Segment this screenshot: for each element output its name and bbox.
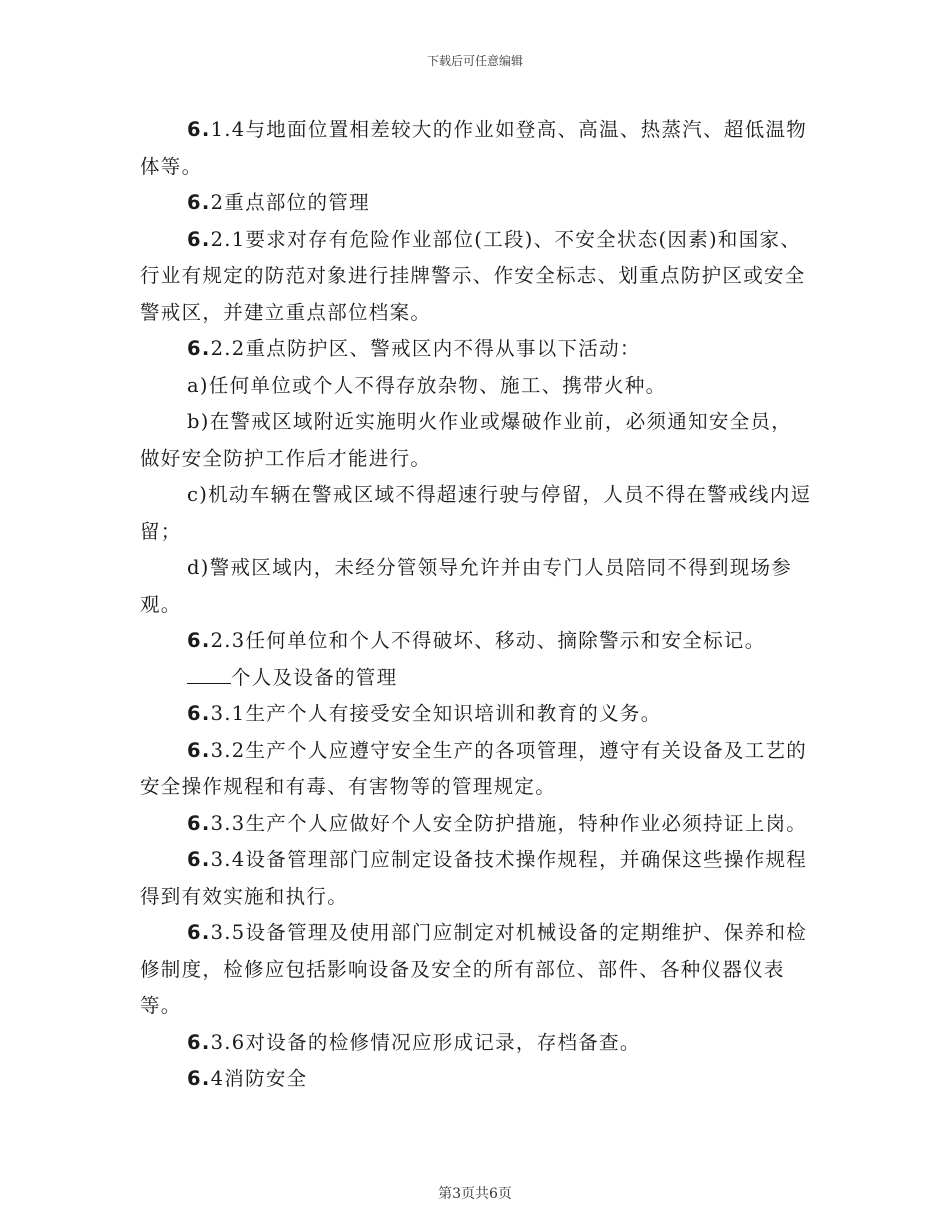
section-number: 6. — [187, 921, 211, 944]
section-number: 6. — [187, 337, 211, 360]
paragraph-text: 3.2生产个人应遵守安全生产的各项管理，遵守有关设备及工艺的安全操作规程和有毒、有害物等的管理规定。 — [140, 738, 808, 798]
paragraph-text: 2.3任何单位和个人不得破坏、移动、摘除警示和安全标记。 — [210, 629, 766, 652]
section-number: 6. — [187, 1030, 211, 1054]
heading-6-3-blank — [140, 660, 812, 697]
paragraph-6-3-6 — [140, 1025, 812, 1062]
section-number: 6. — [187, 227, 211, 251]
list-item-d — [140, 550, 812, 623]
heading-6-4 — [140, 1061, 812, 1098]
heading-6-2 — [140, 185, 812, 222]
paragraph-text: 3.6对设备的检修情况应形成记录，存档备查。 — [210, 1030, 641, 1054]
paragraph-6-2-1 — [140, 222, 812, 332]
section-number: 6. — [187, 118, 211, 141]
section-number: 6. — [187, 848, 211, 871]
paragraph-6-2-3 — [140, 623, 812, 660]
paragraph-text: a)任何单位或个人不得存放杂物、施工、携带火种。 — [187, 373, 667, 397]
paragraph-6-3-5 — [140, 915, 812, 1025]
section-number: 6. — [187, 702, 211, 725]
paragraph-text: 个人及设备的管理 — [231, 665, 398, 689]
paragraph-6-3-1 — [140, 696, 812, 733]
paragraph-6-1-4 — [140, 112, 812, 185]
section-number: 6. — [187, 738, 211, 762]
paragraph-6-3-2 — [140, 733, 812, 806]
paragraph-text: 3.1生产个人有接受安全知识培训和教育的义务。 — [210, 702, 662, 725]
paragraph-text: 3.4设备管理部门应制定设备技术操作规程，并确保这些操作规程得到有效实施和执行。 — [140, 848, 808, 908]
paragraph-6-3-4 — [140, 842, 812, 915]
paragraph-text: 3.3生产个人应做好个人安全防护措施，特种作业必须持证上岗。 — [210, 811, 808, 835]
page-footer-pagination: 第3页共6页 — [438, 1186, 512, 1202]
paragraph-text: 2重点部位的管理 — [210, 191, 370, 214]
section-number: 6. — [187, 629, 211, 652]
list-item-c — [140, 477, 812, 550]
page-header-note: 下载后可任意编辑 — [426, 54, 523, 68]
paragraph-text: 2.2重点防护区、警戒区内不得从事以下活动： — [210, 337, 641, 360]
list-item-a — [140, 368, 812, 405]
paragraph-text: 1.4与地面位置相差较大的作业如登高、高温、热蒸汽、超低温物体等。 — [140, 118, 808, 178]
paragraph-text: 4消防安全 — [210, 1067, 308, 1090]
blank-underline — [187, 667, 231, 684]
paragraph-6-3-3 — [140, 806, 812, 843]
paragraph-text: c)机动车辆在警戒区域不得超速行驶与停留，人员不得在警戒线内逗留； — [140, 483, 812, 543]
section-number: 6. — [187, 1067, 211, 1090]
paragraph-text: b)在警戒区域附近实施明火作业或爆破作业前，必须通知安全员，做好安全防护工作后才能进行。 — [140, 410, 793, 470]
section-number: 6. — [187, 191, 211, 214]
paragraph-text: 3.5设备管理及使用部门应制定对机械设备的定期维护、保养和检修制度，检修应包括影响设备及安全的所有部位、部件、各种仪器仪表等。 — [140, 921, 808, 1017]
paragraph-6-2-2 — [140, 331, 812, 368]
paragraph-text: 2.1要求对存有危险作业部位(工段)、不安全状态(因素)和国家、行业有规定的防范对象进行挂牌警示、作安全标志、划重点防护区或安全警戒区，并建立重点部位档案。 — [140, 227, 806, 324]
document-body — [140, 112, 812, 1098]
paragraph-text: d)警戒区域内，未经分管领导允许并由专门人员陪同不得到现场参观。 — [140, 556, 793, 616]
section-number: 6. — [187, 811, 211, 835]
list-item-b — [140, 404, 812, 477]
